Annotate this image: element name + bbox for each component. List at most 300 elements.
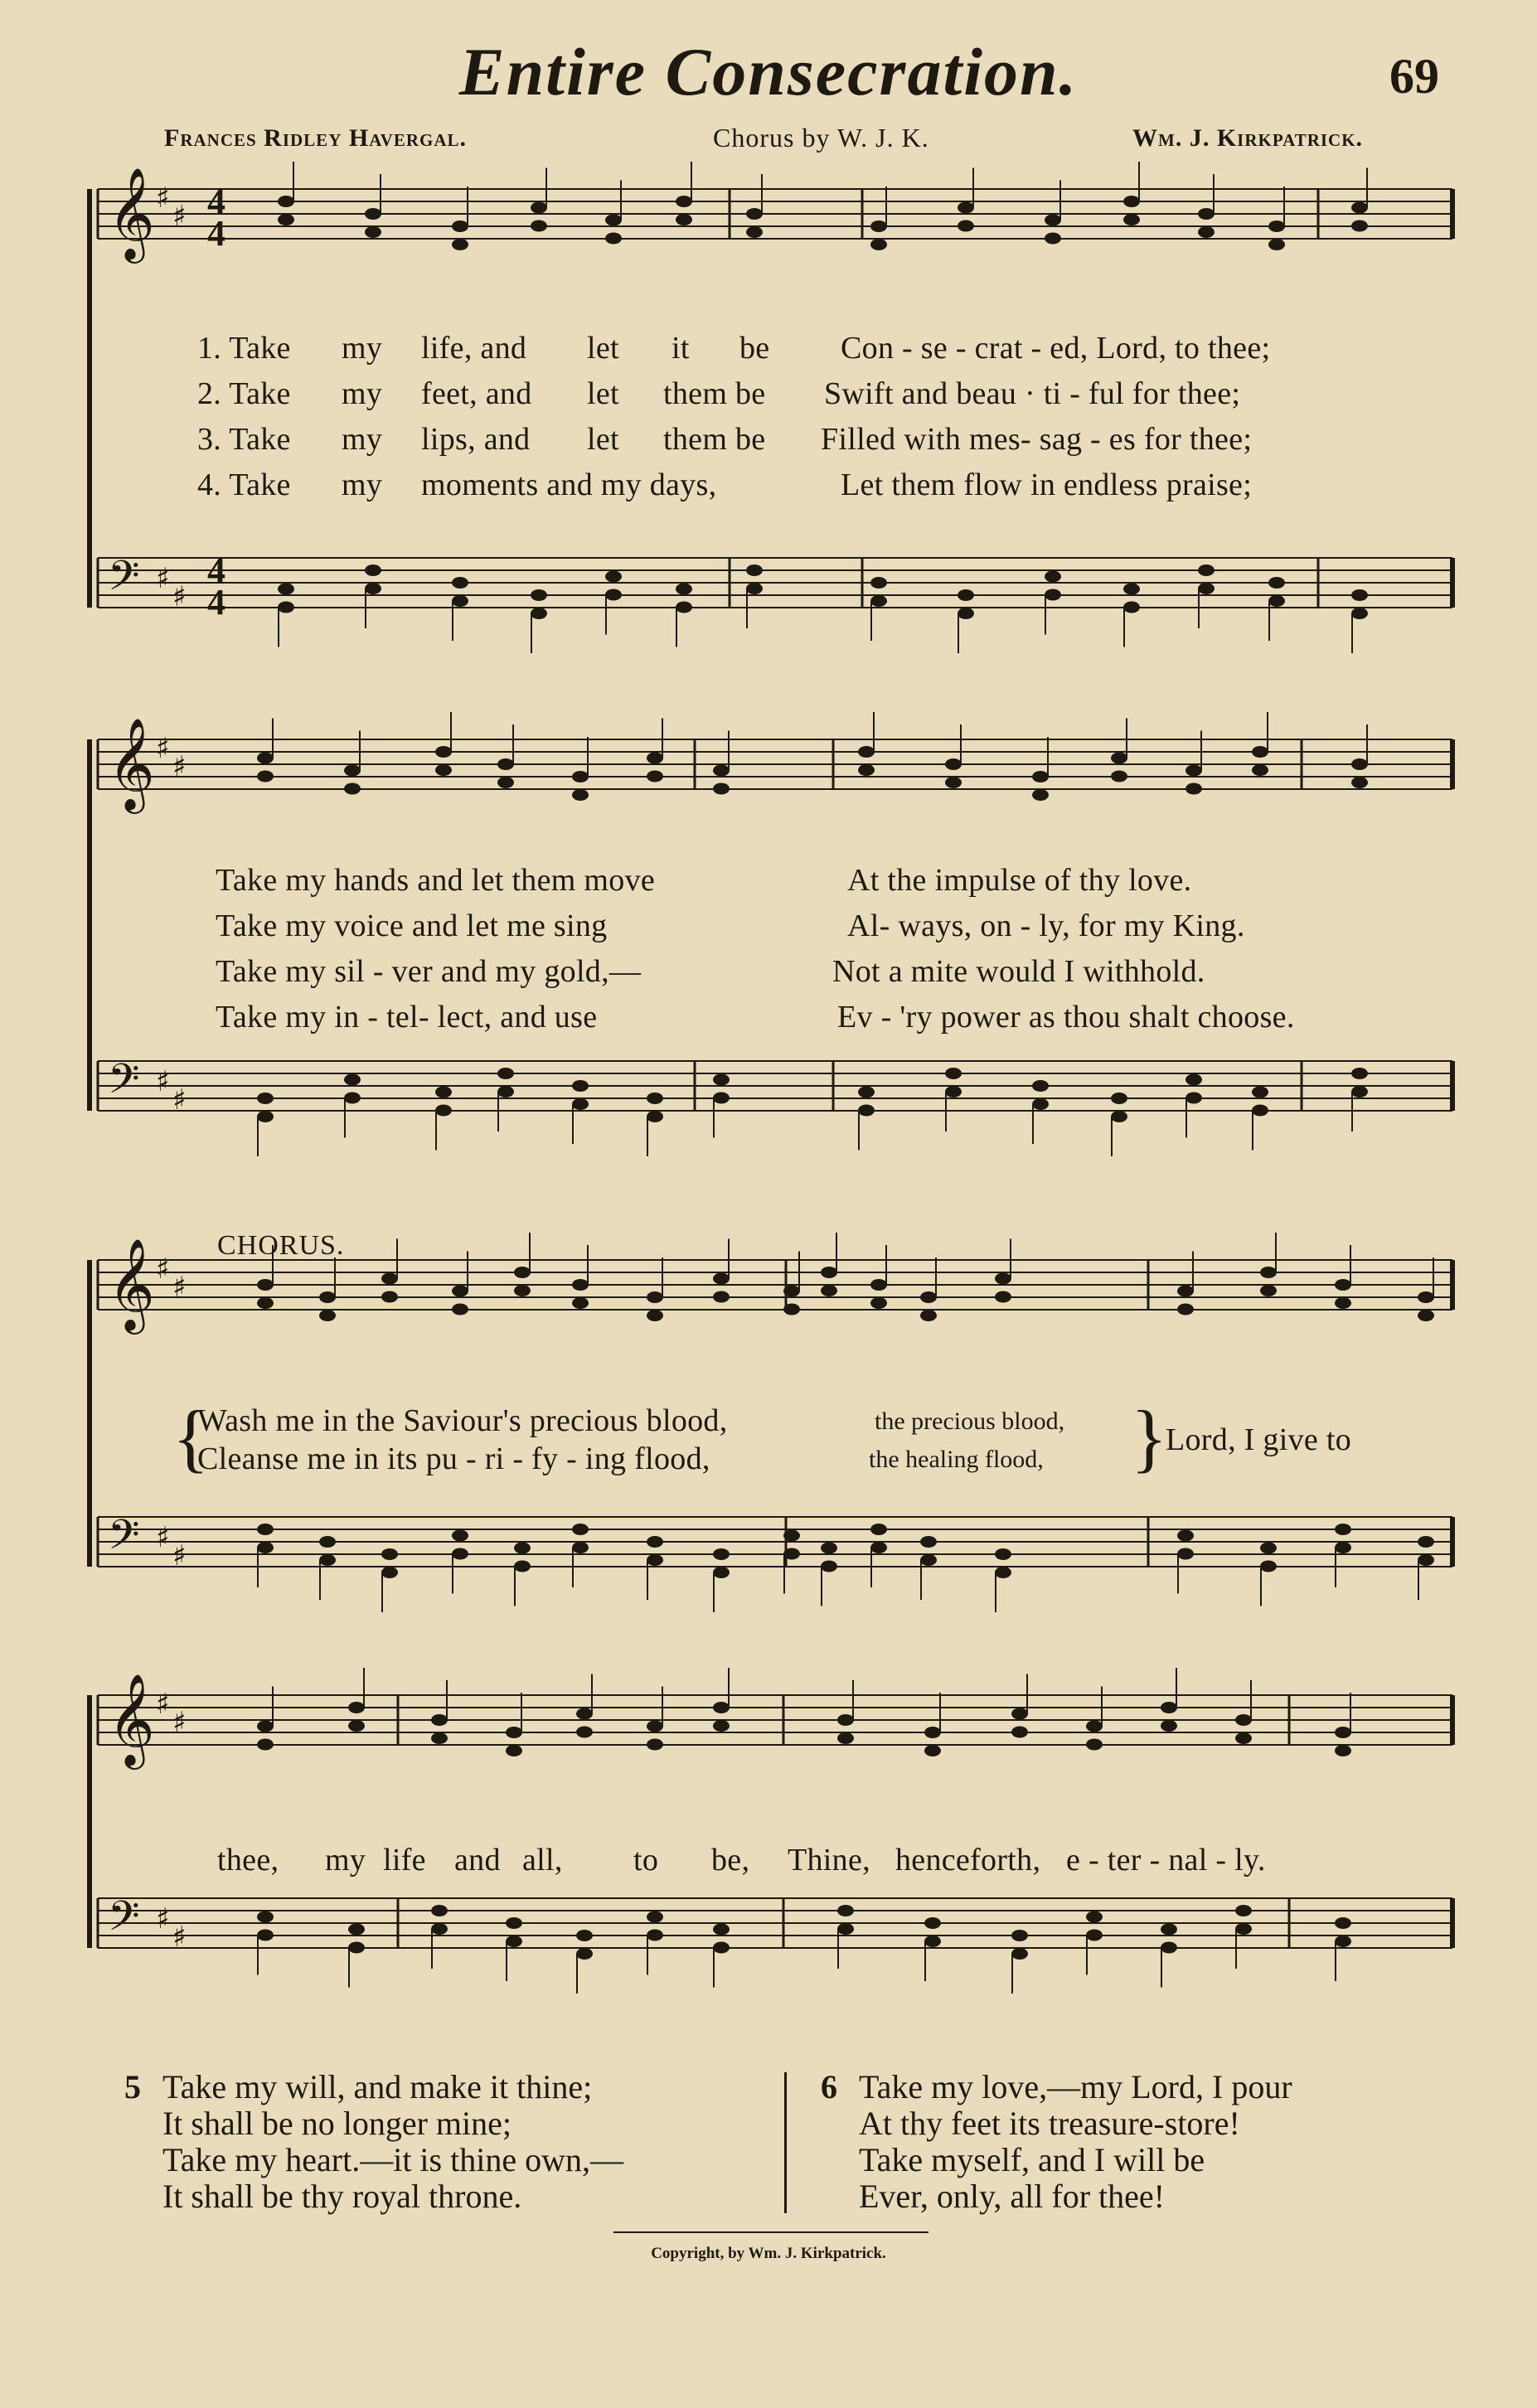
lyric-s2-4b: Ev - 'ry power as thou shalt choose. [837,1000,1295,1034]
note-head [1335,1279,1351,1291]
note-head [257,771,274,782]
lyric-s2-2b: Al- ways, on - ly, for my King. [847,908,1245,943]
note-head [1351,758,1368,770]
note-head [1198,208,1215,220]
note-head [958,589,974,601]
note-head [713,1548,730,1560]
note-head [1011,1727,1028,1738]
note-head [821,1267,837,1278]
note-head [576,1930,593,1941]
lyric-v3-f: Filled with mes- sag - es for thee; [821,422,1253,457]
note-head [1260,1543,1277,1554]
sharp-icon: ♯ [172,580,187,613]
note-head [1185,783,1202,795]
treble-clef-icon: 𝄞 [108,1673,155,1766]
note-head [381,1273,398,1285]
note-head [572,1297,589,1309]
hymn-title: Entire Consecration. [458,34,1079,109]
stanza5-line3: Take my heart.—it is thine own,— [162,2141,623,2178]
lyric-v2-e: them be [663,376,766,411]
note-head [344,765,361,777]
note-head [1045,233,1061,245]
note-head [647,1930,663,1941]
note-head [497,1068,514,1079]
note-head [431,1905,448,1916]
note-head [647,1554,663,1566]
note-head [1086,1721,1103,1732]
note-head [435,764,452,776]
note-head [1111,1111,1127,1122]
note-head [647,771,663,782]
note-head [381,1567,398,1578]
note-head [746,226,763,238]
note-head [1086,1930,1103,1941]
note-head [783,1530,800,1542]
note-head [514,1543,531,1554]
note-head [1252,746,1268,758]
note-head [1177,1530,1194,1542]
note-head [821,1285,837,1296]
note-head [1123,214,1140,225]
final-w8: Thine, [788,1843,870,1877]
note-head [676,584,692,595]
note-head [713,1074,730,1086]
stanza-divider [784,2072,787,2213]
note-head [713,1942,730,1954]
note-head [365,226,381,238]
note-head [431,1923,448,1935]
note-head [858,764,875,776]
note-head [647,1721,663,1732]
note-head [1161,1924,1177,1936]
note-head [1123,584,1140,595]
note-head [1032,789,1049,801]
sharp-icon: ♯ [172,1539,187,1572]
note-head [647,1536,663,1548]
note-head [435,1105,452,1117]
note-head [1177,1286,1194,1297]
note-head [605,233,622,245]
note-head [676,196,692,207]
note-head [381,1548,398,1560]
note-head [647,1739,663,1751]
note-head [821,1543,837,1554]
note-head [348,1720,365,1732]
treble-clef-icon: 𝄞 [108,717,155,810]
lyric-s2-1b: At the impulse of thy love. [847,863,1192,898]
note-head [1252,764,1268,776]
note-head [1045,571,1061,583]
chorus-line1-echo: the precious blood, [875,1407,1065,1435]
lyric-v1-d: let [587,331,619,366]
note-head [1086,1739,1103,1751]
note-head [1335,1524,1351,1535]
chorus-line2: Cleanse me in its pu - ri - fy - ing flood, [197,1441,710,1476]
note-head [506,1727,522,1738]
lyric-s2-2a: Take my voice and let me sing [216,908,608,943]
note-head [924,1745,941,1756]
note-head [576,1708,593,1720]
note-head [1351,220,1368,232]
note-head [1335,1297,1351,1309]
note-head [257,1542,274,1553]
stanza5-line4: It shall be thy royal throne. [162,2178,522,2215]
note-head [870,1542,887,1553]
note-head [497,1086,514,1097]
lyric-v1-g: Con - se - crat - ed, Lord, to thee; [841,331,1271,366]
note-head [783,1286,800,1297]
note-head [958,202,974,214]
chorus-right-text: Lord, I give to [1166,1422,1352,1457]
lyric-v2-a: 2. Take [197,376,291,411]
lyric-s2-1a: Take my hands and let them move [216,863,656,898]
note-head [531,589,547,601]
right-brace-icon: } [1131,1395,1168,1480]
note-head [572,1542,589,1553]
note-head [572,789,589,801]
note-head [1252,1105,1268,1117]
final-w5: all, [522,1843,563,1877]
note-head [257,1524,274,1535]
lyric-s2-4a: Take my in - tel- lect, and use [216,1000,598,1034]
note-head [365,583,381,594]
note-head [924,1917,941,1929]
note-head [837,1905,854,1916]
note-head [746,583,763,594]
note-head [1011,1708,1028,1720]
note-head [1032,1098,1049,1110]
stanza6-line2: At thy feet its treasure-store! [859,2105,1240,2142]
note-head [713,1924,730,1936]
note-head [319,1536,336,1548]
note-head [514,1561,531,1572]
note-head [576,1727,593,1738]
lyric-v1-b: my [342,331,383,366]
note-head [647,1093,663,1104]
page-number: 69 [1389,49,1439,104]
lyric-v4-a: 4. Take [197,468,291,502]
note-head [572,1524,589,1535]
note-head [497,758,514,770]
note-head [257,1721,274,1732]
chorus-line2-echo: the healing flood, [869,1446,1044,1473]
note-head [572,1098,589,1110]
chorus-line1: Wash me in the Saviour's precious blood, [197,1403,728,1438]
note-head [920,1291,937,1303]
note-head [348,1942,365,1954]
note-head [1198,564,1215,576]
lyric-v2-f: Swift and beau · ti - ful for thee; [824,376,1241,411]
note-head [1161,1702,1177,1713]
lyric-v1-e: it [672,331,690,366]
note-head [1185,1074,1202,1086]
note-head [858,746,875,758]
bass-clef-icon: 𝄢 [108,552,140,610]
note-head [435,746,452,758]
note-head [381,1291,398,1303]
note-head [1335,1727,1351,1738]
lyric-v4-c: moments and my days, [421,468,717,502]
note-head [452,577,468,589]
note-head [278,214,294,225]
note-head [958,220,974,232]
note-head [1335,1936,1351,1947]
note-head [435,1087,452,1098]
copyright-notice: Copyright, by Wm. J. Kirkpatrick. [651,2245,886,2262]
note-head [713,783,730,795]
note-head [1045,589,1061,601]
note-head [1111,753,1127,764]
note-head [1086,1911,1103,1923]
lyric-s2-3a: Take my sil - ver and my gold,— [216,954,642,989]
sharp-icon: ♯ [156,1521,170,1554]
lyric-v4-b: my [342,468,383,502]
note-head [319,1554,336,1566]
note-head [647,1291,663,1303]
lyric-v3-e: them be [663,422,766,457]
lyric-v2-b: my [342,376,383,411]
note-head [837,1732,854,1744]
note-head [870,220,887,232]
note-head [713,1291,730,1303]
note-head [1268,220,1285,232]
note-head [1185,765,1202,777]
note-head [1161,1942,1177,1954]
note-head [1011,1930,1028,1941]
note-head [344,1093,361,1104]
stanza6-line4: Ever, only, all for thee! [859,2178,1165,2215]
note-head [945,758,962,770]
note-head [1268,595,1285,607]
sharp-icon: ♯ [156,1252,170,1286]
note-head [278,602,294,613]
note-head [452,595,468,607]
stanza5-line1: Take my will, and make it thine; [162,2068,593,2105]
note-head [506,1936,522,1947]
note-head [713,1567,730,1578]
note-head [1268,577,1285,589]
note-head [995,1273,1011,1285]
stanza5-line2: It shall be no longer mine; [162,2105,512,2142]
bass-clef-icon: 𝄢 [108,1892,140,1950]
final-w7: be, [711,1843,750,1877]
note-head [837,1923,854,1935]
note-head [920,1554,937,1566]
note-head [344,783,361,795]
note-head [348,1702,365,1713]
sharp-icon: ♯ [156,1902,170,1936]
sharp-icon: ♯ [172,1271,187,1304]
note-head [452,1530,468,1542]
note-head [1198,226,1215,238]
final-w6: to [633,1843,659,1877]
note-head [713,1093,730,1104]
bass-clef-icon: 𝄢 [108,1511,140,1569]
note-head [676,602,692,613]
note-head [1351,608,1368,619]
sharp-icon: ♯ [156,182,170,215]
note-head [1418,1291,1434,1303]
note-head [514,1267,531,1278]
note-head [257,1930,274,1941]
note-head [858,1105,875,1117]
time-signature-top: 4 [207,550,225,591]
note-head [452,239,468,250]
note-head [870,1279,887,1291]
note-head [1123,196,1140,207]
note-head [257,1297,274,1309]
note-head [319,1310,336,1321]
sharp-icon: ♯ [156,1688,170,1721]
note-head [1198,583,1215,594]
time-signature-bottom: 4 [207,582,225,623]
final-w1: thee, [217,1843,279,1877]
note-head [365,564,381,576]
lyric-v3-a: 3. Take [197,422,291,457]
sharp-icon: ♯ [172,200,187,233]
note-head [1161,1720,1177,1732]
note-head [257,1111,274,1122]
lyric-v1-f: be [739,331,770,366]
lyric-v4-d: Let them flow in endless praise; [841,468,1253,502]
note-head [1252,1087,1268,1098]
note-head [870,239,887,250]
note-head [257,1739,274,1751]
note-head [348,1924,365,1936]
lyric-v2-c: feet, and [421,376,532,411]
note-head [531,608,547,619]
note-head [870,1297,887,1309]
lyric-v3-d: let [587,422,619,457]
note-head [1235,1732,1252,1744]
note-head [920,1310,937,1321]
note-head [995,1567,1011,1578]
final-w9: henceforth, [895,1843,1041,1877]
note-head [1335,1917,1351,1929]
note-head [257,1093,274,1104]
note-head [497,777,514,788]
note-head [647,1310,663,1321]
note-head [1032,771,1049,782]
chorus-label: CHORUS. [217,1230,345,1261]
author-credit: Frances Ridley Havergal. [164,124,467,152]
note-head [1351,589,1368,601]
note-head [257,1911,274,1923]
final-w3: life [383,1843,426,1877]
note-head [713,1702,730,1713]
note-head [746,564,763,576]
note-head [1235,1714,1252,1726]
sharp-icon: ♯ [156,732,170,765]
note-head [858,1087,875,1098]
stanza6-number: 6 [821,2068,837,2105]
note-head [746,208,763,220]
time-signature-top: 4 [207,182,225,222]
lyric-v1-a: 1. Take [197,331,291,366]
note-head [713,765,730,777]
note-head [452,220,468,232]
lyric-v1-c: life, and [421,331,527,366]
note-head [1235,1923,1252,1935]
stanza6-line1: Take my love,—my Lord, I pour [859,2068,1292,2105]
note-head [1351,1068,1368,1079]
note-head [572,1080,589,1092]
note-head [1111,1093,1127,1104]
note-head [647,1111,663,1122]
lyric-s2-3b: Not a mite would I withhold. [832,954,1205,989]
note-head [870,577,887,589]
sharp-icon: ♯ [172,1083,187,1117]
note-head [1351,777,1368,788]
note-head [531,202,547,214]
note-head [1185,1093,1202,1104]
note-head [1418,1536,1434,1548]
sharp-icon: ♯ [172,1706,187,1739]
note-head [647,1911,663,1923]
note-head [945,777,962,788]
note-head [365,208,381,220]
note-head [821,1561,837,1572]
note-head [924,1936,941,1947]
note-head [920,1536,937,1548]
note-head [1335,1542,1351,1553]
note-head [1260,1285,1277,1296]
chorus-credit: Chorus by W. J. K. [713,123,929,153]
note-head [531,220,547,232]
note-head [1011,1948,1028,1960]
note-head [1260,1561,1277,1572]
lyric-v3-c: lips, and [421,422,531,457]
note-head [924,1727,941,1738]
note-head [647,753,663,764]
note-head [452,1548,468,1560]
note-head [506,1745,522,1756]
note-head [870,1524,887,1535]
sharp-icon: ♯ [156,1065,170,1098]
note-head [995,1291,1011,1303]
note-head [257,753,274,764]
note-head [278,196,294,207]
note-head [605,589,622,601]
note-head [1418,1310,1434,1321]
note-head [713,1720,730,1732]
note-head [1418,1554,1434,1566]
note-head [431,1714,448,1726]
note-head [1111,771,1127,782]
note-head [506,1917,522,1929]
note-head [1268,239,1285,250]
note-head [1177,1304,1194,1315]
note-head [1032,1080,1049,1092]
note-head [870,595,887,607]
note-head [572,1279,589,1291]
note-head [431,1732,448,1744]
left-brace-icon: { [172,1395,210,1480]
time-signature-bottom: 4 [207,213,225,254]
note-head [1335,1745,1351,1756]
stanza5-number: 5 [124,2068,141,2105]
treble-clef-icon: 𝄞 [108,167,155,259]
note-head [1235,1905,1252,1916]
note-head [837,1714,854,1726]
final-w4: and [454,1843,501,1877]
note-head [278,584,294,595]
copyright-rule [613,2231,929,2233]
note-head [1045,215,1061,226]
note-head [452,1286,468,1297]
sharp-icon: ♯ [156,562,170,595]
note-head [783,1304,800,1315]
